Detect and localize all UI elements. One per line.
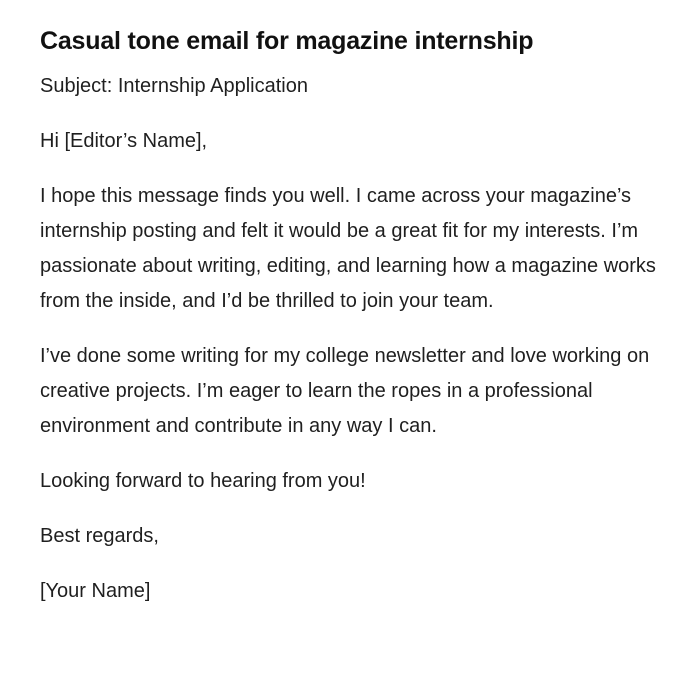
email-body-paragraph-2: I’ve done some writing for my college newsletter and love working on creative projects. I’m eager to learn the ropes in a professional environment and contribute in any way I can. (40, 345, 650, 437)
email-signature: [Your Name] (40, 580, 151, 602)
email-sign-off: Best regards, (40, 525, 159, 547)
email-document (40, 24, 660, 629)
document-title: Casual tone email for magazine internship (40, 27, 534, 55)
email-closing-line: Looking forward to hearing from you! (40, 470, 366, 492)
email-body-paragraph-1: I hope this message finds you well. I came across your magazine’s internship posting and felt it would be a great fit for my interests. I’m passionate about writing, editing, and learning how a magazine works from the inside, and I’d be thrilled to join your team. (40, 185, 656, 312)
email-subject: Subject: Internship Application (40, 75, 308, 97)
email-greeting: Hi [Editor’s Name], (40, 130, 208, 152)
